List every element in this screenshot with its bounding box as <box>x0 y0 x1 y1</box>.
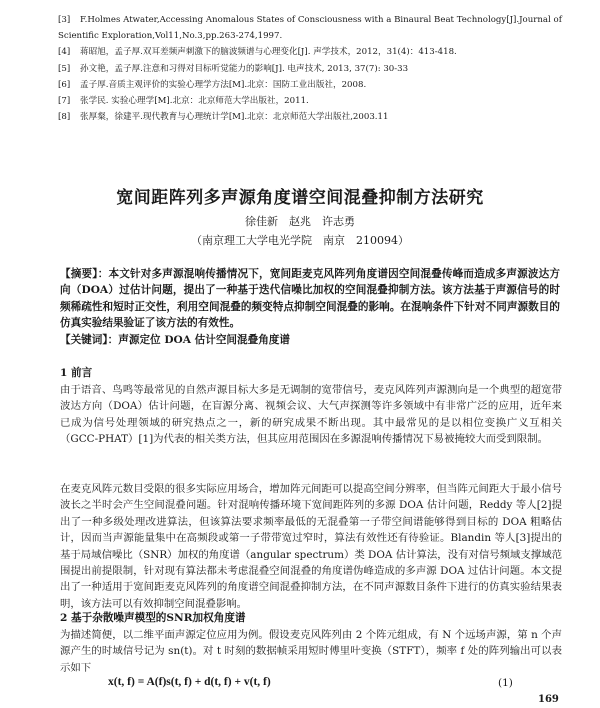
reference-text: 张厚粲，徐建平.现代教育与心理统计学[M].北京：北京师范大学出版社,2003.11 <box>80 112 389 123</box>
reference-number: [6] <box>58 79 71 90</box>
reference-item <box>58 44 578 60</box>
reference-number: [8] <box>58 112 71 123</box>
reference-item <box>58 77 578 93</box>
reference-number: [7] <box>58 96 71 107</box>
reference-text: 孟子厚.音质主观评价的实验心理学方法[M].北京：国防工业出版社，2008. <box>80 79 367 90</box>
reference-list <box>58 12 578 125</box>
section-heading-snr-weighting: 2 基于杂散噪声模型的SNR加权角度谱 <box>60 612 246 624</box>
reference-item <box>58 93 578 109</box>
keywords: 【关键词】：声源定位 DOA 估计空间混叠角度谱 <box>60 334 290 346</box>
page-number: 169 <box>538 694 559 705</box>
reference-item <box>58 12 578 28</box>
reference-text: 张学民. 实验心理学[M].北京：北京师范大学出版社，2011. <box>80 96 309 107</box>
paper-affiliation: （南京理工大学电光学院 南京 210094） <box>191 234 409 247</box>
reference-text: F.Holmes Atwater,Accessing Anomalous States of Consciousness with a Binaural Beat Technology[J].Journal of <box>80 15 562 25</box>
reference-text: 孙文艳，孟子厚.注意和习得对目标听觉能力的影响[J]. 电声技术, 2013, 37(7): 30-33 <box>80 63 409 74</box>
reference-item <box>58 61 578 77</box>
reference-number: [4] <box>58 47 71 58</box>
body-paragraph: 由于语音、鸟鸣等最常见的自然声源目标大多是无调制的宽带信号，麦克风阵列声源测向是一个典型的超宽带波达方向（DOA）估计问题，在盲源分离、视频会议、大气声探测等许多领域中有非常广泛的应用，近年来已成为信号处理领域的研究热点之一，新的研究成果不断出现。其中最常见的是以相位变换广义互相关（GCC-PHAT）[1]为代表的相关类方法，但其应用范围因在多源混响传播情况下易被掩较大而受到限制。 <box>60 384 562 446</box>
reference-text: 蒋昭旭，孟子厚.双耳差频声刺激下的脑波频谱与心理变化[J]. 声学技术，2012，31(4)：413-418. <box>80 47 457 58</box>
paper-title: 宽间距阵列多声源角度谱空间混叠抑制方法研究 <box>116 188 484 208</box>
equation: x(t, f) = A(f)s(t, f) + d(t, f) + v(t, f) <box>108 676 271 688</box>
section-heading-introduction: 1 前言 <box>60 367 93 379</box>
reference-item <box>58 109 578 125</box>
equation-number: (1) <box>498 677 513 689</box>
paper-authors: 徐佳新 赵兆 许志勇 <box>245 215 355 228</box>
abstract: 【摘要】：本文针对多声源混响传播情况下，宽间距麦克风阵列角度谱因空间混叠传峰而造成多声源波达方向（DOA）过估计问题，提出了一种基于迭代信噪比加权的空间混叠抑制方法。该方法基于声源信号的时频稀疏性和短时正交性，利用空间混叠的频变特点抑制空间混叠的影响。在混响条件下针对不同声源数目的仿真实验结果验证了该方法的有效性。 <box>60 268 560 330</box>
body-paragraph: 为描述简便，以二维平面声源定位应用为例。假设麦克风阵列由 2 个阵元组成，有 N 个远场声源，第 n 个声源产生的时域信号记为 sn(t)。对 t 时刻的数据帧采用短时傅里叶变换（STFT），频率 f 处的阵列输出可以表示如下 <box>60 629 562 674</box>
reference-number: [3] <box>58 15 71 25</box>
body-paragraph: 在麦克风阵元数目受限的很多实际应用场合，增加阵元间距可以提高空间分辨率，但当阵元间距大于最小信号波长之半时会产生空间混叠问题。针对混响传播环境下宽间距阵列的多源 DOA 估计问题，Reddy 等人[2]提出了一种多级处理改进算法，但该算法要求频率最低的无混叠第一子带空间谱能够得到目标的 DOA 粗略估计，因而当声源能量集中在高频段或第一子带带宽过窄时，算法有效性还有待验证。Blandin 等人[3]提出的基于局域信噪比（SNR）加权的角度谱（angular spectrum）类 DOA 估计算法，没有对信号频域支撑域范围提出前提限制，针对现有算法都未考虑混叠空间混叠的角度谱伪峰造成的多声源 DOA 过估计问题。本文提出了一种适用于宽间距麦克风阵列的角度谱空间混叠抑制方法，在不同声源数目条件下进行的仿真实验结果表明，该方法可以有效抑制空间混叠影响。 <box>60 483 562 610</box>
reference-continuation: Scientific Exploration,Vol11,No.3,pp.263-274,1997. <box>58 31 283 42</box>
reference-number: [5] <box>58 63 71 74</box>
